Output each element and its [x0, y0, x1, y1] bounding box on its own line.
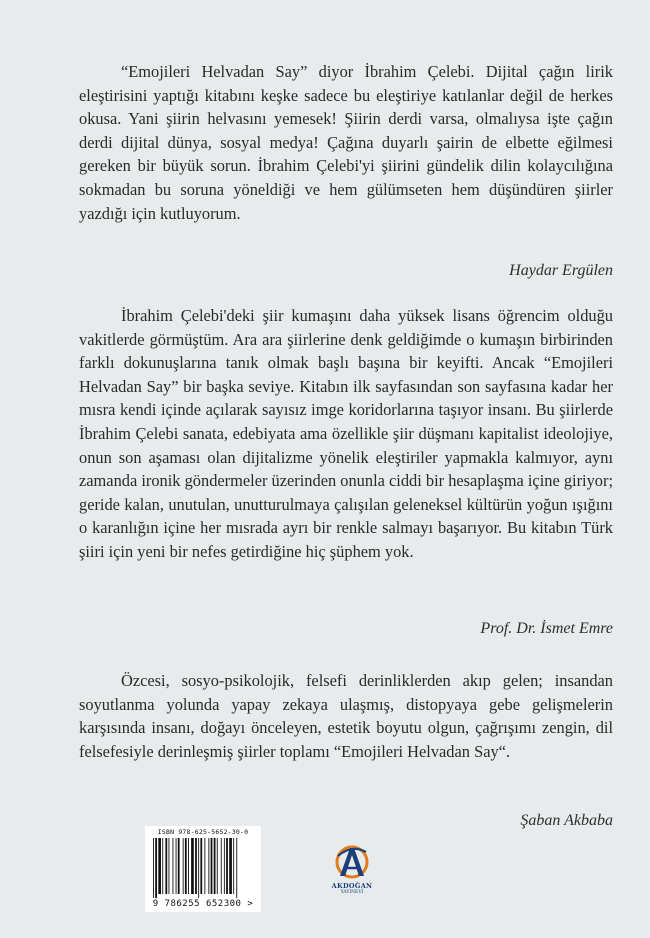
review-haydar-ergulen — [79, 60, 613, 225]
review-author: Haydar Ergülen — [509, 262, 613, 279]
barcode-bars — [153, 838, 253, 898]
review-saban-akbaba — [79, 669, 613, 763]
publisher-logo — [326, 842, 378, 904]
publisher-subtitle: YAYINEVİ — [340, 890, 364, 895]
isbn-barcode — [145, 826, 261, 912]
review-ismet-emre — [79, 304, 613, 564]
review-text: İbrahim Çelebi'deki şiir kumaşını daha yüksek lisans öğrencim olduğu vakitlerde görmüştüm. Ara ara şiirlerine denk geldiğimde o kumaşın birbirinden farklı dokunuşlarına tanık olmak başlı başına bir keyifti. Ancak “Emojileri Helvadan Say” bir başka seviye. Kitabın ilk sayfasından son sayfasına kadar her mısra kendi içinde açılarak sayısız imge koridorlarına taşıyor insanı. Bu şiirlerde İbrahim Çelebi sanata, edebiyata ama özellikle şiir düşmanı kapitalist ideolojiye, onun son aşaması olan dijitalizme yönelik eleştiriler yapmakla kalmıyor, aynı zamanda ironik göndermeler üzerinden onunla ciddi bir hesaplaşma içine giriyor; geride kalan, unutulan, unutturulmaya çalışılan geleneksel kültürün yoğun ışığını o karanlığın içine her mısrada ayrı bir renkle salmayı başarıyor. Bu kitabın Türk şiiri için yeni bir nefes getirdiğine hiç şüphem yok. — [79, 306, 613, 561]
publisher-emblem-icon — [326, 842, 378, 882]
publisher-name: AKDOĞAN — [331, 882, 373, 890]
review-text: “Emojileri Helvadan Say” diyor İbrahim Çelebi. Dijital çağın lirik eleştirisini yaptığı kitabını keşke sadece bu eleştiriye katılanlar değil de herkes okusa. Yani şiirin helvasını yemesek! Şiirin derdi varsa, olmalıysa işte çağın derdi dijital dünya, sosyal medya! Çağına duyarlı şairin de elbette eğilmesi gereken bir büyük sorun. İbrahim Çelebi'yi şiirini gündelik dilin kolaycılığına sokmadan bu soruna yöneldiği ve hem gülümseten hem düşündüren şiirler yazdığı için kutluyorum. — [79, 62, 613, 223]
review-text: Özcesi, sosyo-psikolojik, felsefi derinliklerden akıp gelen; insandan soyutlanma yolunda yapay zekaya ulaşmış, distopyaya gebe gelişmelerin karşısında insanı, doğayı önceleyen, estetik boyutu olgun, çağrışımı zengin, dil felsefesiyle derinleşmiş şiirler toplamı “Emojileri Helvadan Say“. — [79, 671, 613, 761]
review-author: Prof. Dr. İsmet Emre — [480, 620, 613, 637]
isbn-label: ISBN 978-625-5652-30-0 — [157, 828, 249, 836]
review-author: Şaban Akbaba — [520, 812, 613, 829]
isbn-digits: 9 786255 652300 > — [152, 899, 254, 909]
